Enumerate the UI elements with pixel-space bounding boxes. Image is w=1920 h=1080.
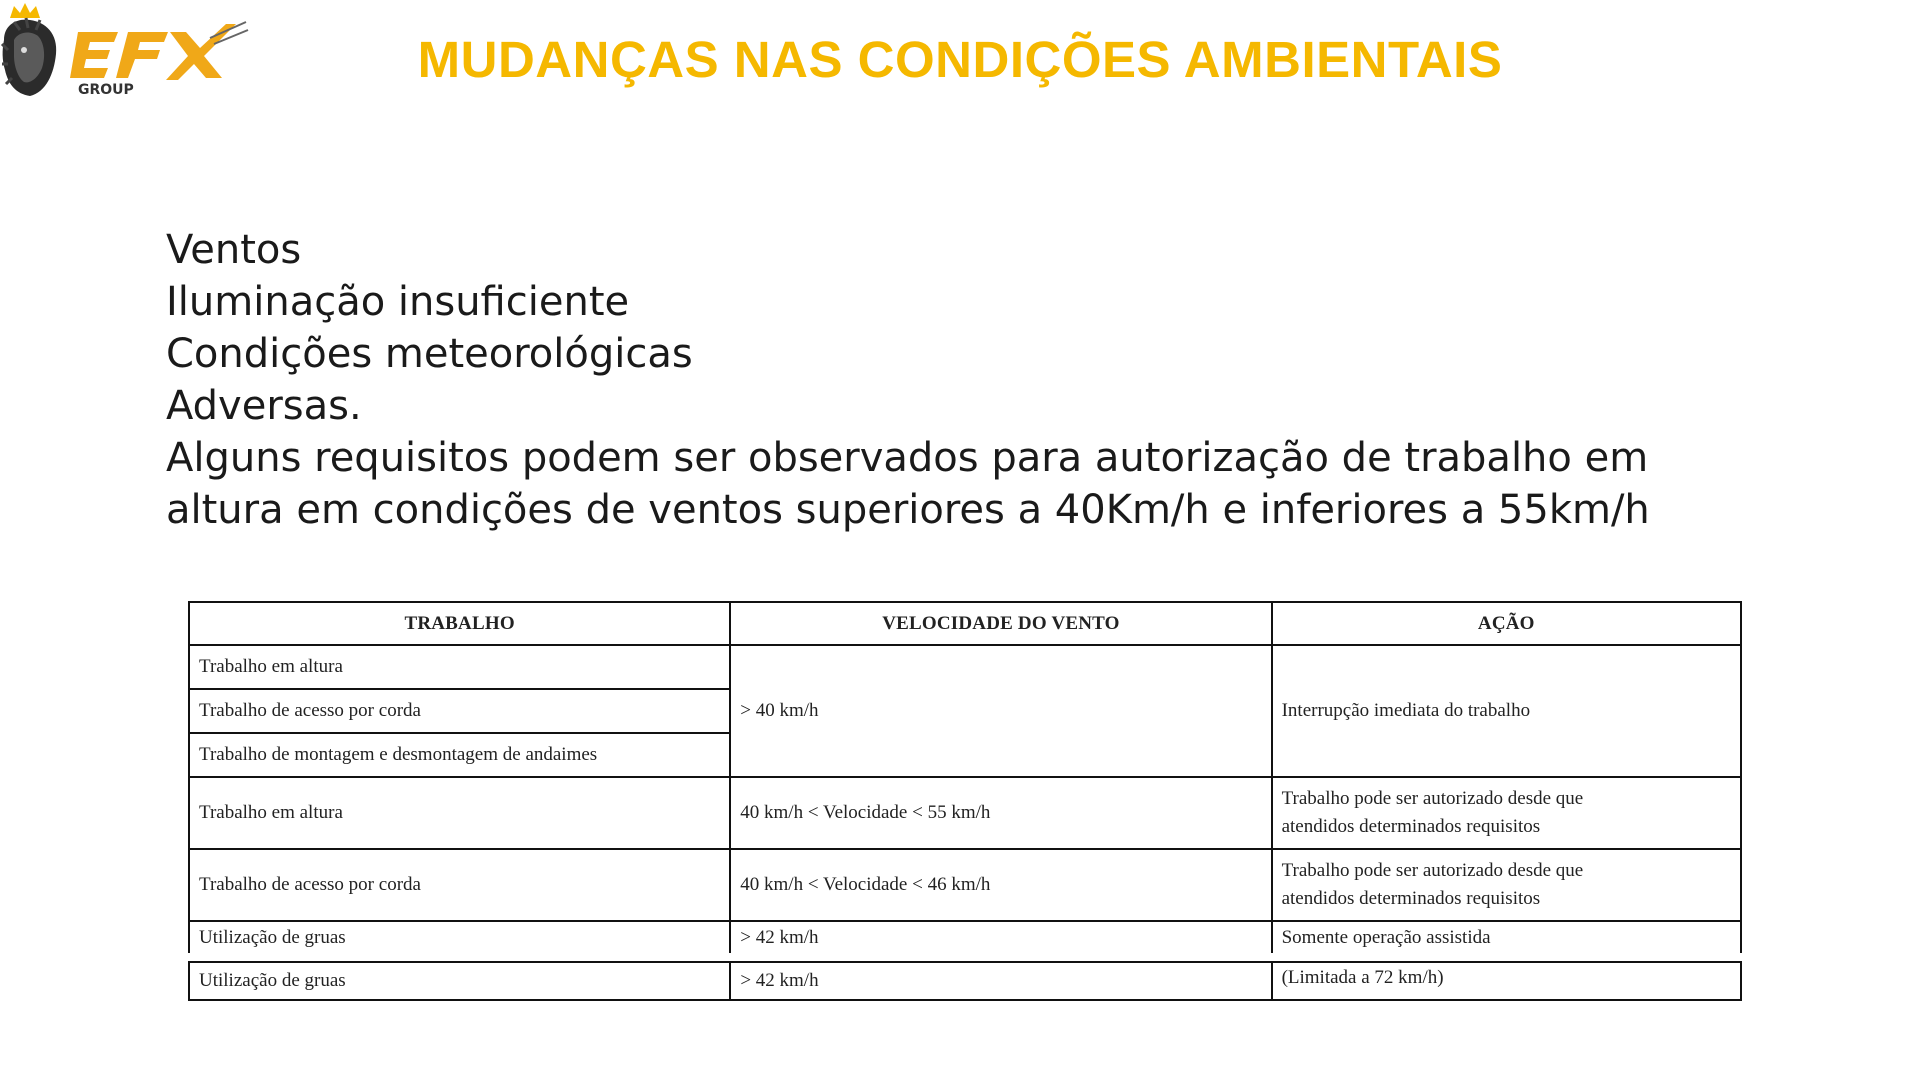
body-line: Ventos: [166, 227, 302, 273]
wind-speed-table-continuation: [188, 961, 1742, 1001]
header-trabalho: TRABALHO: [189, 602, 730, 645]
body-line: altura em condições de ventos superiores a 40Km/h e inferiores a 55km/h: [166, 487, 1650, 533]
table-row: [189, 777, 1741, 849]
body-line: Alguns requisitos podem ser observados para autorização de trabalho em: [166, 435, 1649, 481]
wind-speed-table: [188, 601, 1742, 953]
table-row: [189, 962, 1741, 1000]
table-header-row: [189, 602, 1741, 645]
cell-work: Utilização de gruas: [189, 962, 730, 1000]
table-row: [189, 921, 1741, 953]
table-row: [189, 645, 1741, 689]
body-line: Condições meteorológicas: [166, 331, 693, 377]
crown-icon: [10, 3, 40, 18]
table-row: [189, 849, 1741, 921]
logo-group-text: GROUP: [78, 82, 134, 98]
body-line: Adversas.: [166, 383, 362, 429]
cell-speed: > 42 km/h: [730, 921, 1271, 953]
header-velocidade: VELOCIDADE DO VENTO: [730, 602, 1271, 645]
cell-speed: 40 km/h < Velocidade < 55 km/h: [730, 777, 1271, 849]
efx-letters: [70, 22, 248, 80]
cell-speed: > 42 km/h: [730, 962, 1271, 1000]
action-line: Trabalho pode ser autorizado desde que: [1281, 788, 1584, 809]
body-line: Iluminação insuficiente: [166, 279, 630, 325]
efx-group-logo: [0, 0, 250, 100]
cell-action: Interrupção imediata do trabalho: [1272, 645, 1741, 777]
cell-speed: > 40 km/h: [730, 645, 1271, 777]
cell-work: Trabalho de acesso por corda: [189, 689, 730, 733]
action-line: Trabalho pode ser autorizado desde que: [1281, 860, 1584, 881]
cell-work: Utilização de gruas: [189, 921, 730, 953]
cell-action: [1272, 777, 1741, 849]
cell-work: Trabalho de montagem e desmontagem de andaimes: [189, 733, 730, 777]
cell-work: Trabalho em altura: [189, 777, 730, 849]
action-line: atendidos determinados requisitos: [1281, 888, 1541, 909]
header-acao: AÇÃO: [1272, 602, 1741, 645]
cell-action: Somente operação assistida: [1272, 921, 1741, 953]
cell-action: (Limitada a 72 km/h): [1272, 962, 1741, 1000]
cell-work: Trabalho de acesso por corda: [189, 849, 730, 921]
cell-work: Trabalho em altura: [189, 645, 730, 689]
cell-speed: 40 km/h < Velocidade < 46 km/h: [730, 849, 1271, 921]
cell-action: [1272, 849, 1741, 921]
body-text: [166, 224, 1786, 536]
action-line: atendidos determinados requisitos: [1281, 816, 1541, 837]
page-title: MUDANÇAS NAS CONDIÇÕES AMBIENTAIS: [417, 31, 1503, 88]
lion-head-icon: [2, 18, 56, 96]
